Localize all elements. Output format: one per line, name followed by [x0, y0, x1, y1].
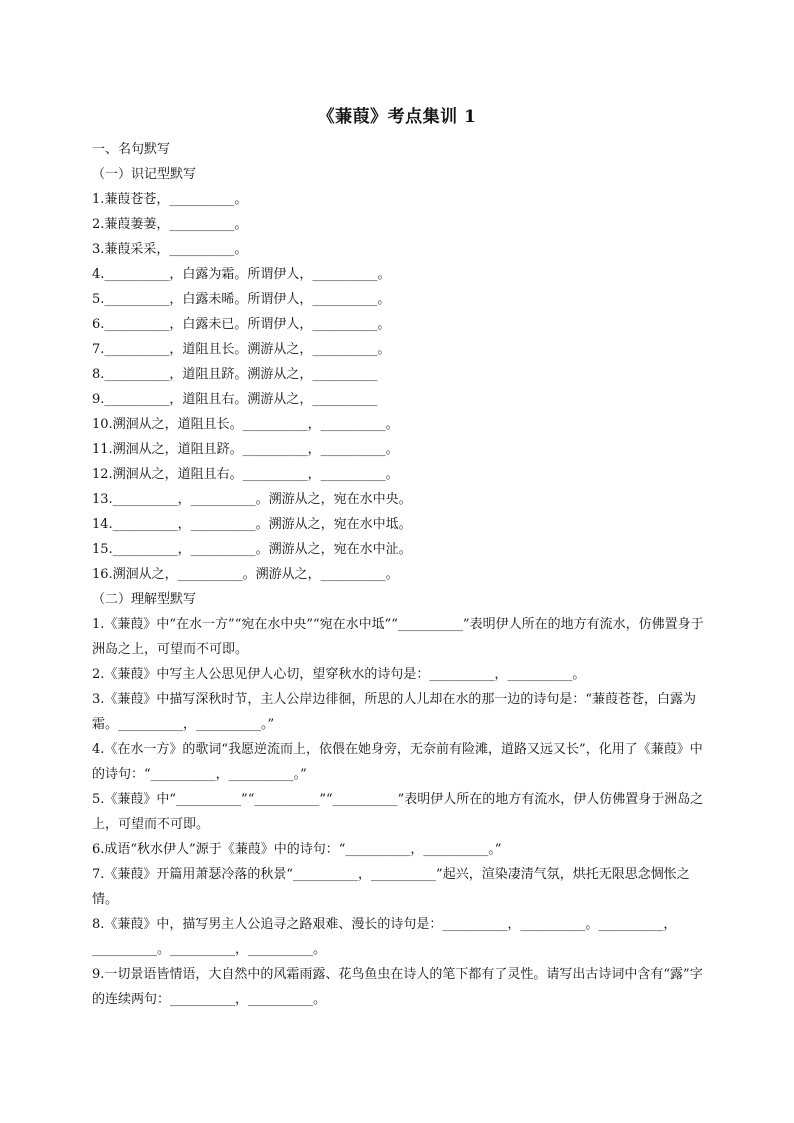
subsection-heading-recall: （一）识记型默写 — [92, 167, 197, 182]
recall-item: 14.__________，__________。溯游从之，宛在水中坻。 — [92, 517, 412, 532]
recall-item: 8.__________，道阻且跻。溯游从之，__________ — [92, 367, 378, 382]
recall-item: 3.蒹葭采采，__________。 — [92, 242, 248, 257]
recall-item: 9.__________，道阻且右。溯游从之，__________ — [92, 392, 378, 407]
understanding-item: 2.《蒹葭》中写主人公思见伊人心切，望穿秋水的诗句是：__________，__________。 — [92, 667, 586, 682]
recall-item: 4.__________，白露为霜。所谓伊人，__________。 — [92, 267, 391, 282]
recall-item: 16.溯洄从之，__________。溯游从之，__________。 — [92, 567, 399, 582]
page-title: 《蒹葭》考点集训 1 — [317, 107, 477, 127]
understanding-item: 7.《蒹葭》开篇用萧瑟冷落的秋景“__________，__________”起兴，渲染凄清气氛，烘托无限思念惆怅之情。 — [92, 867, 690, 907]
recall-item: 15.__________，__________。溯游从之，宛在水中沚。 — [92, 542, 412, 557]
understanding-item: 5.《蒹葭》中“__________”“__________”“__________”表明伊人所在的地方有流水，伊人仿佛置身于洲岛之上，可望而不可即。 — [92, 792, 704, 832]
understanding-item: 9.一切景语皆情语，大自然中的风霜雨露、花鸟鱼虫在诗人的笔下都有了灵性。请写出古诗词中含有“露”字的连续两句：__________，__________。 — [92, 967, 703, 1007]
recall-item: 12.溯洄从之，道阻且右。__________，__________。 — [92, 467, 399, 482]
section-heading-recitation: 一、名句默写 — [92, 142, 171, 157]
subsection-heading-understanding: （二）理解型默写 — [92, 592, 197, 607]
recall-item: 13.__________，__________。溯游从之，宛在水中央。 — [92, 492, 412, 507]
recall-item: 2.蒹葭萋萋，__________。 — [92, 217, 248, 232]
understanding-item: 6.成语“秋水伊人”源于《蒹葭》中的诗句：“__________，__________。” — [92, 842, 502, 857]
understanding-item: 1.《蒹葭》中“在水一方”“宛在水中央”“宛在水中坻”“__________”表明伊人所在的地方有流水，仿佛置身于洲岛之上，可望而不可即。 — [92, 617, 704, 657]
recall-item: 11.溯洄从之，道阻且跻。__________，__________。 — [92, 442, 399, 457]
recall-item: 7.__________，道阻且长。溯游从之，__________。 — [92, 342, 391, 357]
recall-item: 5.__________，白露未晞。所谓伊人，__________。 — [92, 292, 391, 307]
understanding-item: 3.《蒹葭》中描写深秋时节，主人公岸边徘徊，所思的人儿却在水的那一边的诗句是：“蒹葭苍苍，白露为霜。__________，__________。” — [92, 692, 697, 732]
understanding-item: 4.《在水一方》的歌词“我愿逆流而上，依偎在她身旁，无奈前有险滩，道路又远又长”，化用了《蒹葭》中的诗句：“__________，__________。” — [92, 742, 703, 782]
recall-item: 1.蒹葭苍苍，__________。 — [92, 192, 248, 207]
recall-item: 10.溯洄从之，道阻且长。__________，__________。 — [92, 417, 399, 432]
understanding-item: 8.《蒹葭》中，描写男主人公追寻之路艰难、漫长的诗句是：__________，__________。__________，__________。__________，__________。 — [92, 917, 677, 957]
recall-item: 6.__________，白露未已。所谓伊人，__________。 — [92, 317, 391, 332]
